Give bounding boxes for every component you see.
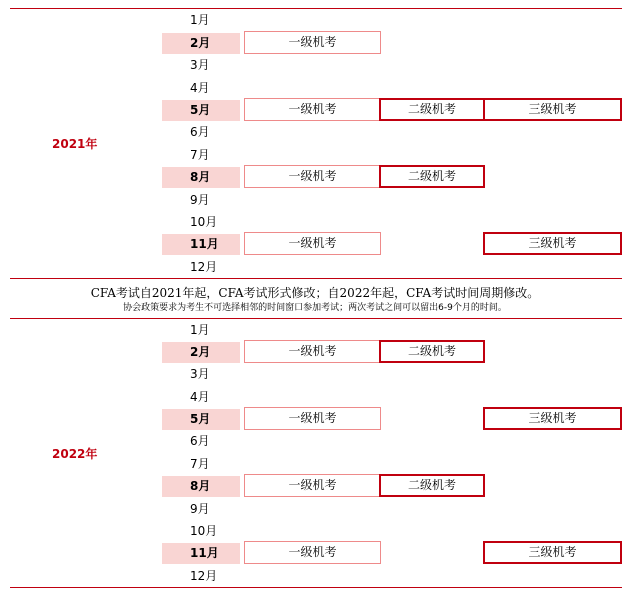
exam-level1-cell: 一级机考 [244, 340, 381, 363]
month-label: 7月 [190, 148, 210, 162]
section-divider [10, 278, 622, 279]
exam-level1-cell: 一级机考 [244, 98, 381, 121]
exam-level3-cell: 三级机考 [483, 232, 622, 255]
month-label-highlighted: 11月 [162, 234, 240, 255]
month-label: 6月 [190, 125, 210, 139]
exam-level3-cell: 三级机考 [483, 407, 622, 430]
exam-level3-cell: 三级机考 [483, 98, 622, 121]
month-label-highlighted: 2月 [162, 33, 240, 54]
month-label-highlighted: 8月 [162, 167, 240, 188]
month-label: 10月 [190, 524, 218, 538]
month-label: 3月 [190, 58, 210, 72]
month-label: 6月 [190, 434, 210, 448]
exam-level2-cell: 二级机考 [379, 340, 485, 363]
month-label: 12月 [190, 260, 218, 274]
top-rule [10, 8, 622, 9]
month-label: 9月 [190, 502, 210, 516]
exam-level1-cell: 一级机考 [244, 232, 381, 255]
exam-level1-cell: 一级机考 [244, 541, 381, 564]
month-label-highlighted: 5月 [162, 100, 240, 121]
month-label: 12月 [190, 569, 218, 583]
exam-level2-cell: 二级机考 [379, 165, 485, 188]
year-label: 2021年 [52, 137, 98, 151]
exam-level1-cell: 一级机考 [244, 31, 381, 54]
month-label: 3月 [190, 367, 210, 381]
month-label-highlighted: 11月 [162, 543, 240, 564]
exam-level2-cell: 二级机考 [379, 474, 485, 497]
exam-level1-cell: 一级机考 [244, 165, 381, 188]
month-label-highlighted: 5月 [162, 409, 240, 430]
note-line-1: CFA考试自2021年起，CFA考试形式修改；自2022年起，CFA考试时间周期修改。 [90, 286, 540, 300]
exam-level3-cell: 三级机考 [483, 541, 622, 564]
month-label: 7月 [190, 457, 210, 471]
bottom-rule [10, 587, 622, 588]
month-label: 9月 [190, 193, 210, 207]
month-label: 1月 [190, 13, 210, 27]
note-line-2: 协会政策要求为考生不可选择相邻的时间窗口参加考试；两次考试之间可以留出6-9个月的时间。 [123, 303, 507, 313]
month-label: 10月 [190, 215, 218, 229]
month-label-highlighted: 2月 [162, 342, 240, 363]
month-label: 4月 [190, 81, 210, 95]
exam-level1-cell: 一级机考 [244, 407, 381, 430]
month-label: 4月 [190, 390, 210, 404]
month-label: 1月 [190, 323, 210, 337]
exam-level1-cell: 一级机考 [244, 474, 381, 497]
year-label: 2022年 [52, 447, 98, 461]
section-divider [10, 318, 622, 319]
exam-level2-cell: 二级机考 [379, 98, 485, 121]
month-label-highlighted: 8月 [162, 476, 240, 497]
